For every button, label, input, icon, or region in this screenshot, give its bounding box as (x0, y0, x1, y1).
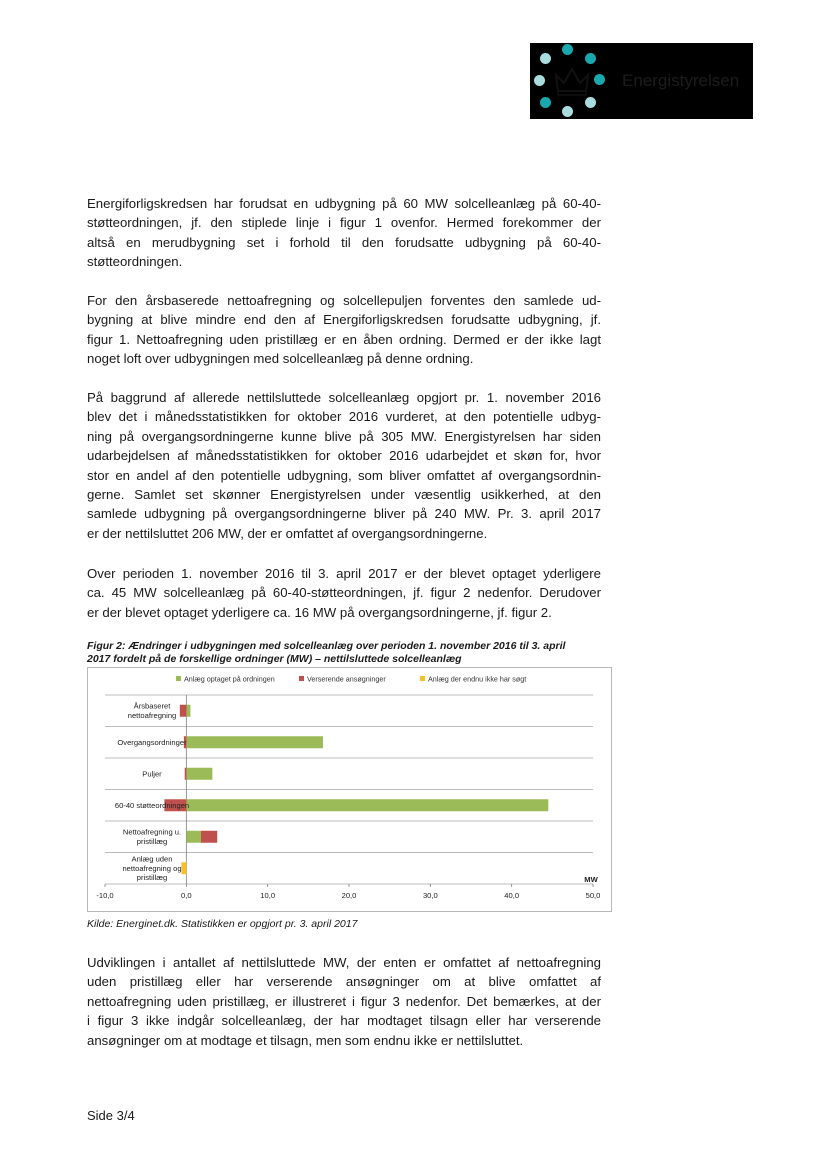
figure-caption-line: Figur 2: Ændringer i udbygningen med solcelleanlæg over perioden 1. november 2016 til 3. april (87, 640, 566, 652)
text-line: blev det i månedsstatistikken for oktober 2016 vurderet, at den potentielle udbyg- (87, 409, 601, 425)
bar-chart (88, 668, 611, 911)
text-line: ca. 45 MW solcelleanlæg på 60-40-støtteordningen, jf. figur 2 nedenfor. Derudover (87, 585, 601, 601)
category-label: Overgangsordninger (117, 737, 187, 747)
paragraph-1 (87, 194, 601, 272)
bar-segment (186, 705, 190, 717)
category-label: Puljer (142, 769, 162, 779)
text-line: er der blevet optaget yderligere ca. 16 MW på overgangsordningerne, jf. figur 2. (87, 604, 552, 620)
category-label: nettoafregning og (122, 863, 182, 873)
x-tick-label: 0,0 (181, 891, 192, 900)
text-line: nettoafregning uden pristillæg, er illustreret i figur 3 nedenfor. Det bemærkes, at der (87, 993, 601, 1009)
category-label: pristillæg (136, 836, 168, 846)
text-line: Udviklingen i antallet af nettilsluttede MW, der enten er omfattet af nettoafregning (87, 955, 601, 970)
page-number: Side 3/4 (87, 1108, 135, 1123)
crown-icon (552, 63, 592, 99)
logo-brand-name: Energistyrelsen (622, 71, 740, 90)
logo-dot (594, 74, 605, 85)
legend-label: Anlæg optaget på ordningen (184, 674, 275, 684)
bar-segment (185, 768, 187, 780)
text-line: gerne. Samlet set skønner Energistyrelsen under væsentlig usikkerhed, at den (87, 486, 601, 502)
bar-segment (186, 799, 548, 811)
logo-dot (585, 53, 596, 64)
bar-segment (180, 705, 187, 717)
text-line: i figur 3 ikke indgår solcelleanlæg, der har modtaget tilsagn eller har verserende (87, 1013, 601, 1029)
paragraph-2 (87, 291, 601, 369)
category-label: Anlæg uden (131, 854, 173, 864)
logo-dot (534, 75, 545, 86)
paragraph-4 (87, 564, 601, 622)
logo-dot (540, 53, 551, 64)
text-line: For den årsbaserede nettoafregning og solcellepuljen forventes den samlede ud- (87, 293, 601, 308)
legend-swatch (299, 676, 304, 681)
figure-caption-line: 2017 fordelt på de forskellige ordninger (MW) – nettilsluttede solcelleanlæg (87, 653, 462, 665)
bar-segment (186, 736, 323, 748)
text-line: ansøgninger om at modtage et tilsagn, men som endnu ikke er nettilsluttet. (87, 1032, 524, 1048)
category-label: nettoafregning (127, 710, 177, 720)
x-unit-label: MW (584, 875, 598, 884)
chart-container (87, 667, 612, 912)
legend-swatch (176, 676, 181, 681)
category-label: 60-40 støtteordningen (114, 800, 190, 810)
figure-source: Kilde: Energinet.dk. Statistikken er opgjort pr. 3. april 2017 (87, 918, 358, 930)
category-label: Årsbaseret (133, 701, 171, 711)
text-line: samlede udbygning på overgangsordningerne bliver på 240 MW. Pr. 3. april 2017 (87, 506, 601, 522)
bar-segment (181, 862, 186, 874)
text-line: støtteordningen. (87, 254, 183, 270)
text-line: er der nettilsluttet 206 MW, der er omfattet af overgangsordningerne. (87, 525, 488, 541)
legend-label: Anlæg der endnu ikke har søgt (428, 674, 527, 684)
text-line: Energiforligskredsen har forudsat en udbygning på 60 MW solcelleanlæg på 60-40- (87, 196, 601, 211)
x-tick-label: 30,0 (422, 891, 438, 900)
text-line: ning på overgangsordningerne kunne blive på 305 MW. Energistyrelsen har siden (87, 428, 601, 444)
logo-dot (585, 97, 596, 108)
x-tick-label: 10,0 (260, 891, 276, 900)
logo-dot (562, 106, 573, 117)
logo-dot (540, 97, 551, 108)
text-line: bygning at blive mindre end den af Energiforligskredsen forudsatte udbygning, jf. (87, 312, 601, 328)
legend-label: Verserende ansøgninger (307, 674, 386, 684)
text-line: stor en andel af den potentielle udbygning, som bliver omfattet af overgangsordnin- (87, 467, 601, 483)
bar-segment (201, 831, 217, 843)
x-tick-label: 40,0 (504, 891, 520, 900)
legend-swatch (420, 676, 425, 681)
text-line: figur 1. Nettoafregning uden pristillæg er en åben ordning. Dermed er der ikke lagt (87, 331, 601, 347)
category-label: Nettoafregning u. (122, 827, 182, 837)
logo-dot (562, 44, 573, 55)
category-label: pristillæg (136, 872, 168, 882)
paragraph-3 (87, 388, 601, 543)
text-line: udarbejdelsen af månedsstatistikken for oktober 2016 udarbejdet et skøn for, hvor (87, 448, 601, 464)
text-line: altså en merudbygning set i forhold til den forudsatte udbygning på 60-40- (87, 234, 601, 250)
x-tick-label: 50,0 (585, 891, 601, 900)
energistyrelsen-logo (530, 43, 753, 119)
text-line: uden pristillæg eller har verserende ansøgninger om at blive omfattet af (87, 974, 601, 990)
text-line: støtteordningen, jf. den stiplede linje i figur 1 ovenfor. Hermed forekommer der (87, 215, 601, 231)
bar-segment (186, 831, 201, 843)
paragraph-5 (87, 953, 601, 1050)
text-line: noget loft over udbygningen med solcelleanlæg på denne ordning. (87, 351, 474, 367)
bar-segment (186, 768, 212, 780)
x-tick-label: -10,0 (96, 891, 114, 900)
x-tick-label: 20,0 (341, 891, 357, 900)
figure-caption (87, 640, 607, 666)
text-line: Over perioden 1. november 2016 til 3. april 2017 er der blevet optaget yderligere (87, 566, 601, 581)
text-line: På baggrund af allerede nettilsluttede solcelleanlæg opgjort pr. 1. november 2016 (87, 390, 601, 405)
